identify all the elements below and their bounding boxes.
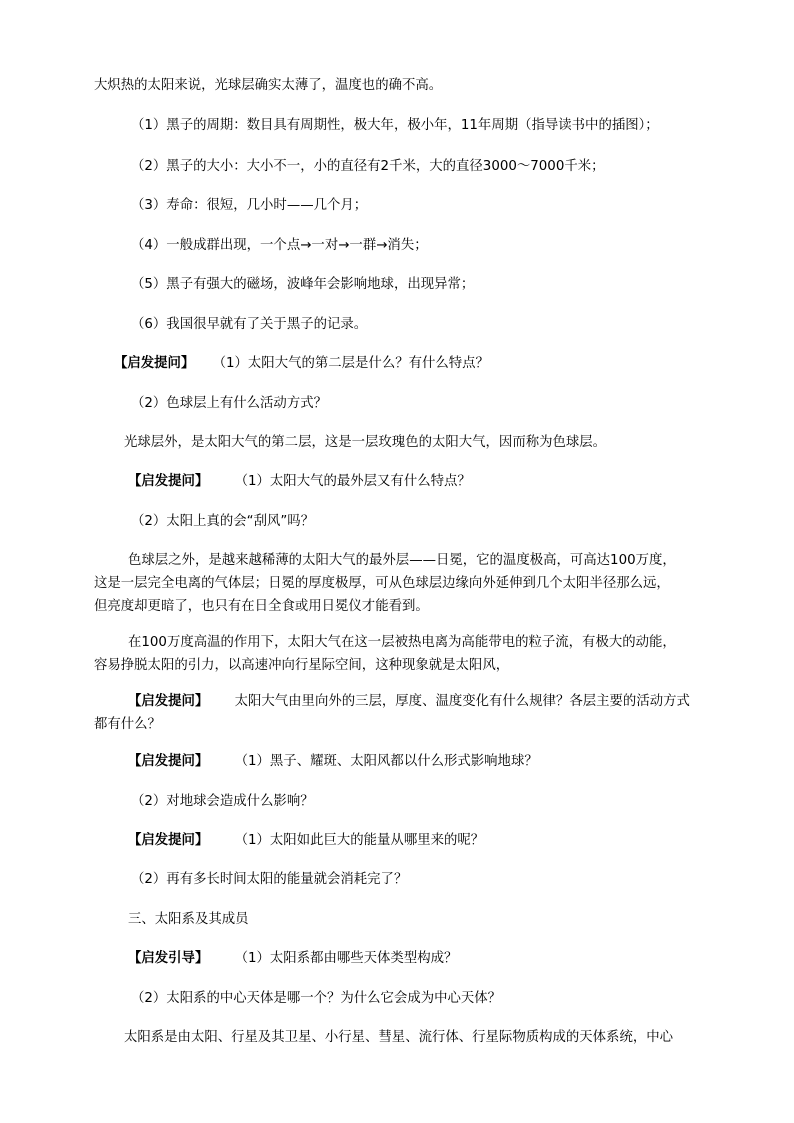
paragraph-sunspot-record: （6）我国很早就有了关于黑子的记录。 <box>131 317 368 332</box>
paragraph-sunspot-magnetic: （5）黑子有强大的磁场，波峰年会影响地球，出现异常； <box>131 277 475 292</box>
prompt-label: 【启发引导】 <box>128 951 209 966</box>
paragraph-energy-duration: （2）再有多长时间太阳的能量就会消耗完了？ <box>131 872 408 887</box>
prompt-question: （1）太阳系都由哪些天体类型构成？ <box>234 951 458 966</box>
paragraph-chromosphere-activity: （2）色球层上有什么活动方式？ <box>131 396 327 411</box>
prompt-label: 【启发提问】 <box>128 754 209 769</box>
paragraph-solar-wind-line1: 在100万度高温的作用下，太阳大气在这一层被热电离为高能带电的粒子流，有极大的动能， <box>128 635 676 650</box>
paragraph-solar-wind-line2: 容易挣脱太阳的引力，以高速冲向行星际空间，这种现象就是太阳风， <box>94 658 510 673</box>
prompt-question: （1）太阳大气的最外层又有什么特点？ <box>234 474 471 489</box>
prompt-corona <box>128 470 471 494</box>
paragraph-solar-wind-question: （2）太阳上真的会“刮风”吗？ <box>131 514 315 529</box>
prompt-question: （1）黑子、耀斑、太阳风都以什么形式影响地球？ <box>234 754 538 769</box>
paragraph-sunspot-cycle: （1）黑子的周期：数目具有周期性，极大年，极小年，11年周期（指导读书中的插图）； <box>131 118 659 133</box>
prompt-label: 【启发提问】 <box>128 833 209 848</box>
prompt-question: 太阳大气由里向外的三层，厚度、温度变化有什么规律？各层主要的活动方式 <box>234 694 690 709</box>
paragraph-sunspot-life: （3）寿命：很短，几小时——几个月； <box>131 198 368 213</box>
paragraph-earth-impact: （2）对地球会造成什么影响？ <box>131 794 314 809</box>
paragraph-corona-line1: 色球层之外，是越来越稀薄的太阳大气的最外层——日冕，它的温度极高，可高达100万度， <box>128 553 676 568</box>
prompt-layers <box>128 690 690 714</box>
prompt-label: 【启发提问】 <box>128 474 209 489</box>
paragraph-chromosphere: 光球层外，是太阳大气的第二层，这是一层玫瑰色的太阳大气，因而称为色球层。 <box>124 435 607 450</box>
prompt-energy-source <box>128 829 484 853</box>
prompt-label: 【启发提问】 <box>128 694 209 709</box>
prompt-question: （1）太阳如此巨大的能量从哪里来的呢？ <box>234 833 485 848</box>
prompt-earth-impact <box>128 750 538 774</box>
paragraph-sunspot-size: （2）黑子的大小：大小不一，小的直径有2千米，大的直径3000～7000千米； <box>131 159 605 174</box>
prompt-question: （1）太阳大气的第二层是什么？有什么特点？ <box>212 356 489 371</box>
prompt-layers-line2: 都有什么？ <box>94 717 161 732</box>
paragraph-sunspot-groups: （4）一般成群出现，一个点→一对→一群→消失； <box>131 238 428 253</box>
section-heading-solar-system: 三、太阳系及其成员 <box>128 912 249 927</box>
prompt-solar-system <box>128 947 457 971</box>
paragraph-corona-line2: 这是一层完全电离的气体层；日冕的厚度极厚，可从色球层边缘向外延伸到几个太阳半径那么远， <box>94 576 670 591</box>
paragraph-photosphere-end: 大炽热的太阳来说，光球层确实太薄了，温度也的确不高。 <box>94 78 443 93</box>
prompt-label: 【启发提问】 <box>114 356 195 371</box>
paragraph-center-body-question: （2）太阳系的中心天体是哪一个？为什么它会成为中心天体？ <box>131 991 502 1006</box>
paragraph-solar-system-definition: 太阳系是由太阳、行星及其卫星、小行星、彗星、流行体、行星际物质构成的天体系统，中心 <box>124 1030 674 1045</box>
paragraph-corona-line3: 但亮度却更暗了，也只有在日全食或用日冕仪才能看到。 <box>94 599 429 614</box>
prompt-chromosphere <box>114 352 489 376</box>
